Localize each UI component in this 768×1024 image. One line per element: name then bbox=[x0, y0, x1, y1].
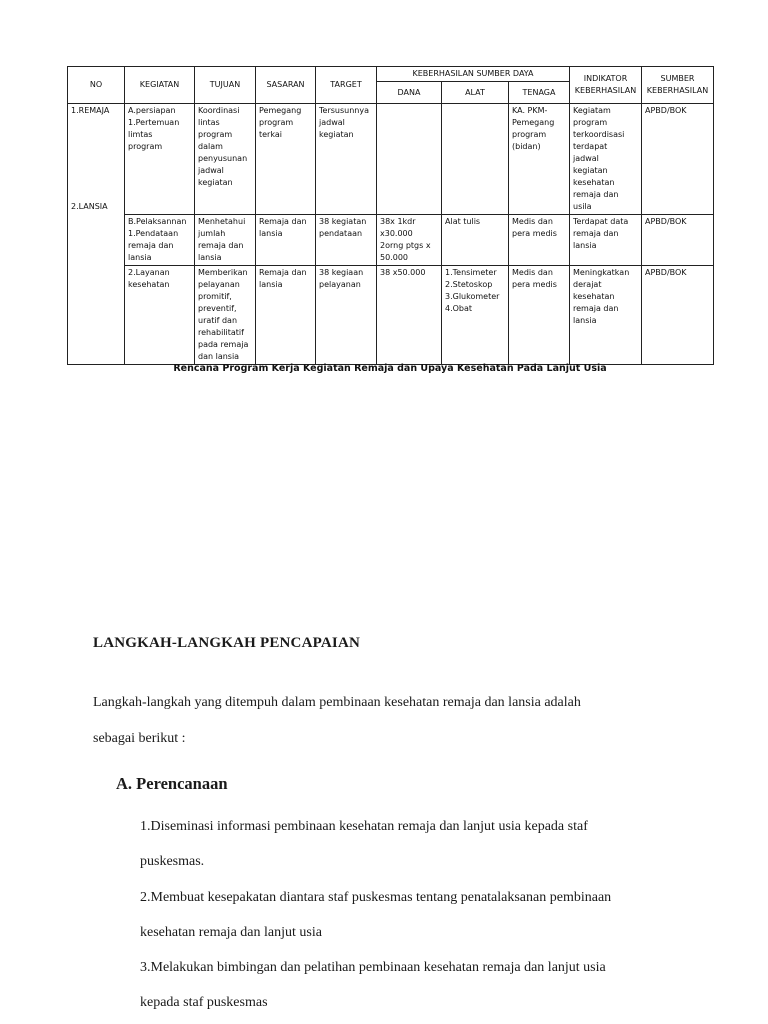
cell-text-line: Remaja dan bbox=[259, 268, 307, 277]
cell-tenaga bbox=[509, 104, 570, 215]
intro-paragraph bbox=[93, 685, 713, 757]
cell-text-line: APBD/BOK bbox=[645, 217, 687, 226]
header-dana: DANA bbox=[377, 82, 442, 104]
cell-alat bbox=[442, 104, 509, 215]
cell-text-line: 4.Obat bbox=[445, 304, 473, 313]
cell-text-line: A.persiapan bbox=[128, 106, 176, 115]
cell-text-line: remaja dan bbox=[128, 241, 174, 250]
cell-text-line: program bbox=[198, 130, 233, 139]
cell-text-line: 1.Tensimeter bbox=[445, 268, 497, 277]
cell-text-line: Meningkatkan bbox=[573, 268, 630, 277]
program-table bbox=[67, 66, 714, 365]
cell-alat bbox=[442, 266, 509, 365]
cell-text-line: 2.Layanan bbox=[128, 268, 170, 277]
cell-tujuan bbox=[195, 215, 256, 266]
cell-text-line: remaja dan bbox=[198, 241, 244, 250]
cell-text-line: lintas bbox=[198, 118, 220, 127]
cell-text-line: Kegiatam bbox=[573, 106, 611, 115]
list-item: kepada staf puskesmas bbox=[140, 995, 268, 1011]
cell-sasaran bbox=[256, 215, 316, 266]
cell-text-line: x30.000 bbox=[380, 229, 413, 238]
cell-sasaran bbox=[256, 266, 316, 365]
cell-text-line: lansia bbox=[198, 253, 222, 262]
cell-indikator bbox=[570, 215, 642, 266]
cell-text-line: APBD/BOK bbox=[645, 106, 687, 115]
cell-text-line: KA. PKM- bbox=[512, 106, 548, 115]
cell-text-line: jadwal bbox=[198, 166, 224, 175]
cell-text-line: terkoordisasi bbox=[573, 130, 625, 139]
cell-dana bbox=[377, 215, 442, 266]
header-tujuan: TUJUAN bbox=[195, 67, 256, 104]
cell-text-line bbox=[71, 165, 121, 177]
cell-indikator bbox=[570, 266, 642, 365]
list-item: 3.Melakukan bimbingan dan pelatihan pembinaan kesehatan remaja dan lanjut usia bbox=[140, 960, 606, 976]
cell-text-line: (bidan) bbox=[512, 142, 541, 151]
cell-text-line: 38x 1kdr bbox=[380, 217, 416, 226]
cell-kegiatan bbox=[125, 266, 195, 365]
cell-kegiatan bbox=[125, 104, 195, 215]
cell-text-line: 38 x50.000 bbox=[380, 268, 426, 277]
cell-dana bbox=[377, 266, 442, 365]
cell-text-line: rehabilitatif bbox=[198, 328, 244, 337]
cell-text-line: APBD/BOK bbox=[645, 268, 687, 277]
cell-text-line: Medis dan bbox=[512, 268, 553, 277]
cell-text-line: 1.REMAJA bbox=[71, 106, 110, 115]
cell-text-line: pendataan bbox=[319, 229, 363, 238]
cell-text-line: jumlah bbox=[198, 229, 226, 238]
cell-text-line: usila bbox=[573, 202, 592, 211]
cell-text-line bbox=[71, 141, 121, 153]
header-tenaga: TENAGA bbox=[509, 82, 570, 104]
list-item: puskesmas. bbox=[140, 854, 205, 870]
cell-text-line: Alat tulis bbox=[445, 217, 481, 226]
cell-sumber bbox=[642, 215, 714, 266]
subsection-title: A. Perencanaan bbox=[116, 774, 228, 793]
cell-text-line: Medis dan bbox=[512, 217, 553, 226]
cell-text-line: terkai bbox=[259, 130, 282, 139]
cell-text-line: preventif, bbox=[198, 304, 237, 313]
cell-text-line: kesehatan bbox=[128, 280, 170, 289]
steps-list bbox=[140, 809, 720, 1021]
cell-kegiatan bbox=[125, 215, 195, 266]
header-kegiatan: KEGIATAN bbox=[125, 67, 195, 104]
list-item: kesehatan remaja dan lanjut usia bbox=[140, 924, 322, 940]
header-target: TARGET bbox=[316, 67, 377, 104]
cell-text-line: Koordinasi bbox=[198, 106, 240, 115]
cell-text-line bbox=[71, 117, 121, 129]
cell-tujuan bbox=[195, 104, 256, 215]
header-sasaran: SASARAN bbox=[256, 67, 316, 104]
cell-text-line: Menhetahui bbox=[198, 217, 246, 226]
cell-text-line: derajat bbox=[573, 280, 602, 289]
cell-text-line: lansia bbox=[128, 253, 152, 262]
cell-alat bbox=[442, 215, 509, 266]
cell-text-line: promitif, bbox=[198, 292, 232, 301]
cell-text-line: penyusunan bbox=[198, 154, 248, 163]
cell-text-line: lansia bbox=[259, 280, 283, 289]
cell-text-line: Memberikan bbox=[198, 268, 248, 277]
cell-text-line: Pemegang bbox=[512, 118, 555, 127]
cell-text-line: pera medis bbox=[512, 280, 557, 289]
cell-text-line: uratif dan bbox=[198, 316, 238, 325]
list-item: 2.Membuat kesepakatan diantara staf puskesmas tentang penatalaksanan pembinaan bbox=[140, 889, 612, 905]
cell-target bbox=[316, 215, 377, 266]
cell-indikator bbox=[570, 104, 642, 215]
cell-target bbox=[316, 266, 377, 365]
cell-no bbox=[68, 104, 125, 365]
cell-text-line: kesehatan bbox=[573, 178, 615, 187]
cell-text-line: limtas bbox=[128, 130, 153, 139]
cell-text-line: jadwal bbox=[573, 154, 599, 163]
cell-text-line: remaja dan bbox=[573, 304, 619, 313]
cell-text-line: Remaja dan bbox=[259, 217, 307, 226]
cell-tenaga bbox=[509, 215, 570, 266]
header-sumber: SUMBER KEBERHASILAN bbox=[642, 67, 714, 104]
cell-tenaga bbox=[509, 266, 570, 365]
cell-text-line: 1.Pendataan bbox=[128, 229, 179, 238]
cell-text-line: 2.LANSIA bbox=[71, 202, 108, 211]
header-no: NO bbox=[68, 67, 125, 104]
cell-text-line: lansia bbox=[573, 241, 597, 250]
cell-text-line: pelayanan bbox=[319, 280, 361, 289]
cell-tujuan bbox=[195, 266, 256, 365]
cell-text-line bbox=[71, 129, 121, 141]
cell-text-line: remaja dan bbox=[573, 190, 619, 199]
table-row bbox=[68, 104, 714, 215]
cell-text-line: Tersusunnya bbox=[319, 106, 369, 115]
cell-text-line: Terdapat data bbox=[573, 217, 629, 226]
cell-text-line: dan lansia bbox=[198, 352, 240, 361]
table-row bbox=[68, 266, 714, 365]
cell-text-line: 38 kegiatan bbox=[319, 217, 367, 226]
cell-text-line: program bbox=[259, 118, 294, 127]
cell-text-line: pera medis bbox=[512, 229, 557, 238]
cell-text-line: 3.Glukometer bbox=[445, 292, 500, 301]
cell-text-line: kegiatan bbox=[573, 166, 608, 175]
intro-line: Langkah-langkah yang ditempuh dalam pembinaan kesehatan remaja dan lansia adalah bbox=[93, 695, 581, 710]
cell-sumber bbox=[642, 266, 714, 365]
cell-sumber bbox=[642, 104, 714, 215]
cell-text-line: dalam bbox=[198, 142, 223, 151]
cell-text-line: 2.Stetoskop bbox=[445, 280, 493, 289]
header-alat: ALAT bbox=[442, 82, 509, 104]
cell-text-line: 1.Pertemuan bbox=[128, 118, 180, 127]
cell-text-line: 50.000 bbox=[380, 253, 408, 262]
cell-text-line: program bbox=[573, 118, 608, 127]
cell-text-line: kegiatan bbox=[198, 178, 233, 187]
cell-text-line: remaja dan bbox=[573, 229, 619, 238]
intro-line: sebagai berikut : bbox=[93, 731, 186, 746]
cell-text-line: lansia bbox=[573, 316, 597, 325]
cell-text-line: kegiatan bbox=[319, 130, 354, 139]
cell-text-line: program bbox=[512, 130, 547, 139]
cell-dana bbox=[377, 104, 442, 215]
cell-sasaran bbox=[256, 104, 316, 215]
header-indikator: INDIKATOR KEBERHASILAN bbox=[570, 67, 642, 104]
cell-text-line: jadwal bbox=[319, 118, 345, 127]
cell-text-line: terdapat bbox=[573, 142, 608, 151]
cell-text-line: B.Pelaksannan bbox=[128, 217, 187, 226]
table-row bbox=[68, 215, 714, 266]
cell-text-line: 38 kegiaan bbox=[319, 268, 364, 277]
header-sumber-daya: KEBERHASILAN SUMBER DAYA bbox=[377, 67, 570, 82]
cell-text-line: Pemegang bbox=[259, 106, 302, 115]
table-caption: Rencana Program Kerja Kegiatan Remaja dan Upaya Kesehatan Pada Lanjut Usia bbox=[173, 363, 607, 374]
cell-text-line: program bbox=[128, 142, 163, 151]
section-title: LANGKAH-LANGKAH PENCAPAIAN bbox=[93, 635, 361, 651]
cell-text-line: 2orng ptgs x bbox=[380, 241, 431, 250]
list-item: 1.Diseminasi informasi pembinaan kesehatan remaja dan lanjut usia kepada staf bbox=[140, 819, 588, 834]
cell-text-line: pada remaja bbox=[198, 340, 249, 349]
cell-text-line bbox=[71, 189, 121, 201]
cell-text-line: pelayanan bbox=[198, 280, 240, 289]
cell-target bbox=[316, 104, 377, 215]
cell-text-line: lansia bbox=[259, 229, 283, 238]
cell-text-line bbox=[71, 153, 121, 165]
cell-text-line bbox=[71, 177, 121, 189]
cell-text-line: kesehatan bbox=[573, 292, 615, 301]
